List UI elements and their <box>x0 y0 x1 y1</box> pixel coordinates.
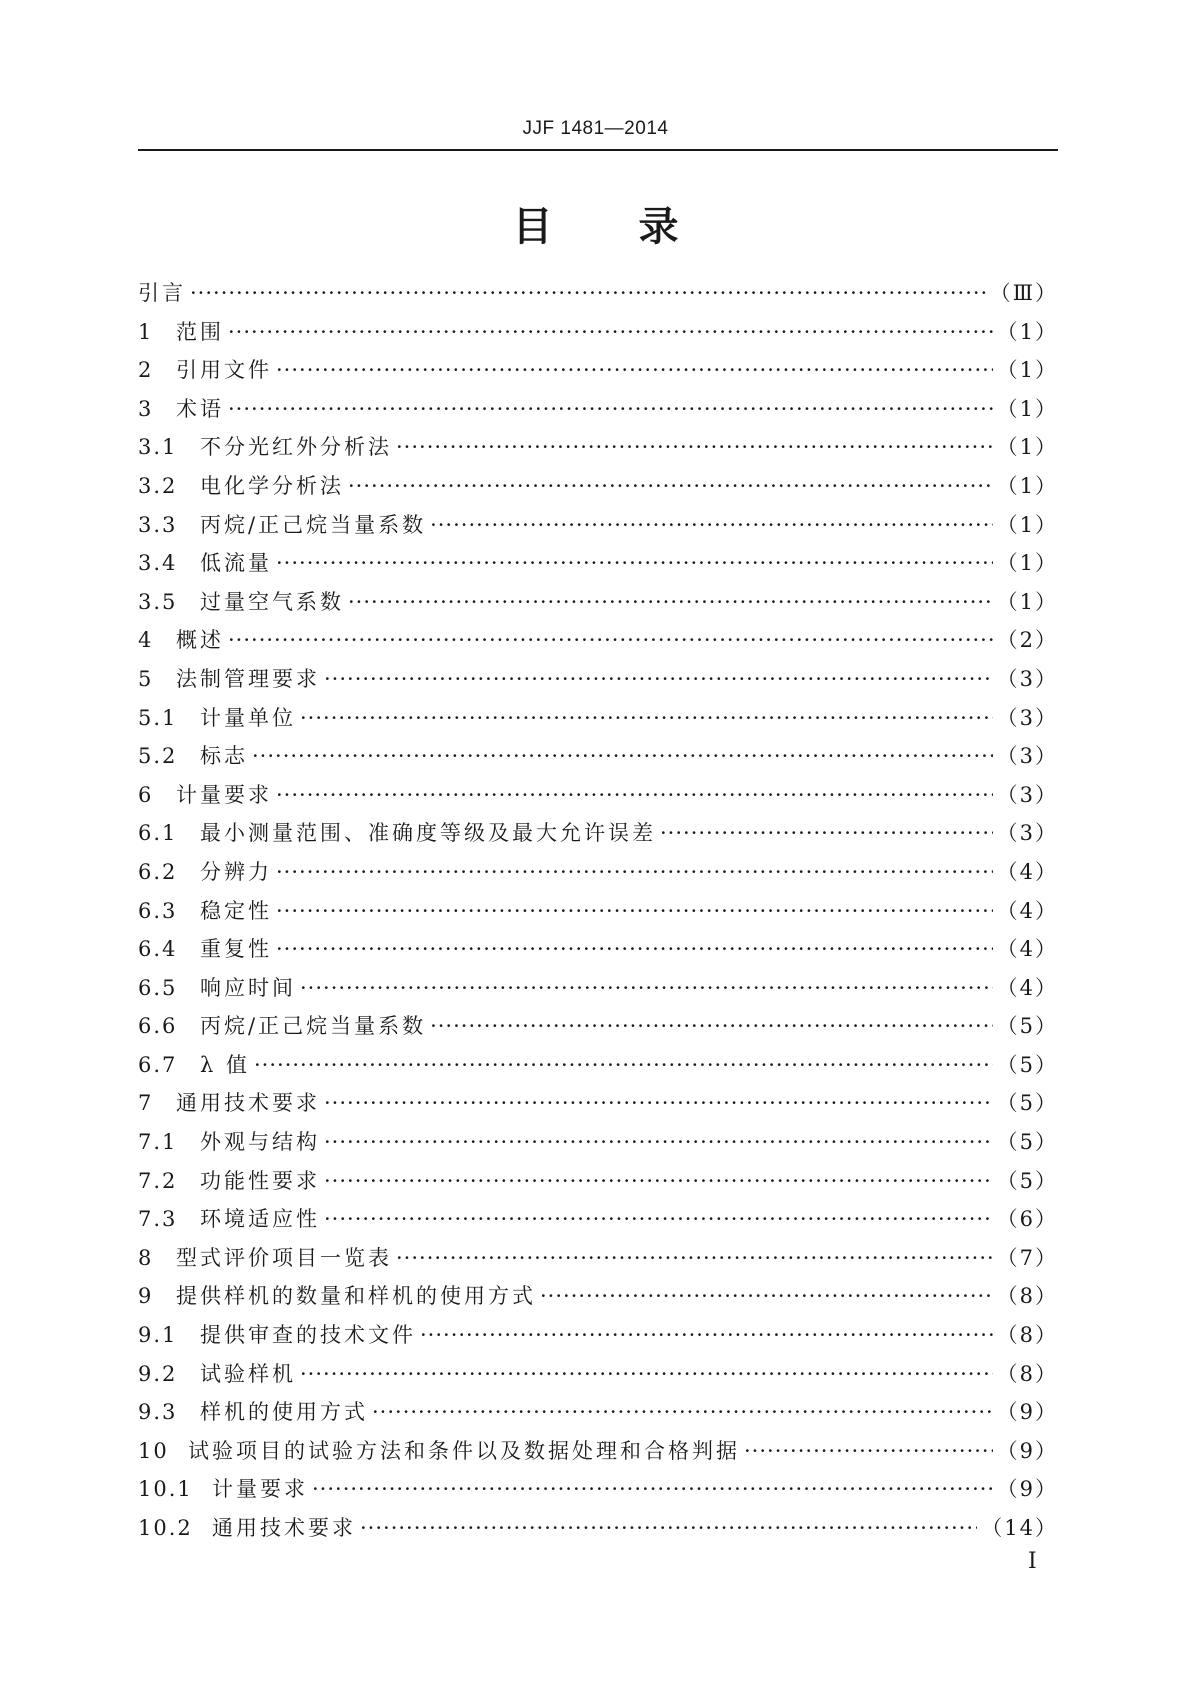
toc-entry[interactable] <box>138 393 1058 432</box>
toc-entry[interactable] <box>138 1165 1058 1204</box>
toc-entry-title: 响应时间 <box>200 975 296 1000</box>
toc-dot-leader <box>300 976 993 1000</box>
toc-entry-page: （9） <box>996 1477 1058 1502</box>
running-header: JJF 1481—2014 <box>522 118 669 139</box>
toc-entry-title: 丙烷/正己烷当量系数 <box>200 512 427 537</box>
toc-dot-leader <box>190 281 986 305</box>
toc-entry[interactable] <box>138 1473 1058 1512</box>
toc-entry[interactable] <box>138 817 1058 856</box>
toc-entry-page: （7） <box>996 1245 1058 1270</box>
toc-entry-number: 3 <box>138 396 154 421</box>
toc-entry-number: 6 <box>138 782 154 807</box>
toc-entry[interactable] <box>138 1010 1058 1049</box>
toc-entry-number: 6.5 <box>138 975 178 1000</box>
toc-entry-page: （8） <box>996 1361 1058 1386</box>
toc-dot-leader <box>744 1439 993 1463</box>
toc-entry-page: （4） <box>996 937 1058 962</box>
toc-entry-title: 计量要求 <box>176 782 272 807</box>
toc-dot-leader <box>312 1477 993 1501</box>
toc-entry[interactable] <box>138 1126 1058 1165</box>
toc-entry-page: （4） <box>996 859 1058 884</box>
toc-entry-page: （5） <box>996 1168 1058 1193</box>
toc-entry-number: 6.4 <box>138 937 178 962</box>
toc-entry-page: （4） <box>996 898 1058 923</box>
toc-entry[interactable] <box>138 663 1058 702</box>
toc-dot-leader <box>540 1284 993 1308</box>
toc-entry-page: （8） <box>996 1284 1058 1309</box>
toc-entry-page: （3） <box>996 666 1058 691</box>
toc-entry-title: 引用文件 <box>176 358 272 383</box>
toc-entry[interactable] <box>138 972 1058 1011</box>
toc-entry-number: 3.3 <box>138 512 178 537</box>
toc-entry-page: （1） <box>996 358 1058 383</box>
toc-entry-title: 范围 <box>176 319 224 344</box>
toc-entry-page: （5） <box>996 1052 1058 1077</box>
toc-dot-leader <box>276 551 993 575</box>
toc-entry[interactable] <box>138 1435 1058 1474</box>
toc-entry-title: 过量空气系数 <box>200 589 344 614</box>
toc-entry-number: 7.2 <box>138 1168 178 1193</box>
toc-dot-leader <box>276 860 993 884</box>
toc-entry-title: 标志 <box>200 744 248 769</box>
toc-entry-title: 提供审查的技术文件 <box>200 1323 416 1348</box>
toc-entry[interactable] <box>138 354 1058 393</box>
header-rule <box>138 149 1058 151</box>
toc-dot-leader <box>228 397 993 421</box>
toc-entry-number: 6.6 <box>138 1014 178 1039</box>
toc-entry-number: 9.1 <box>138 1323 178 1348</box>
toc-dot-leader <box>276 783 993 807</box>
toc-dot-leader <box>430 1014 993 1038</box>
toc-entry-number: 9.3 <box>138 1400 178 1425</box>
toc-entry-title: 样机的使用方式 <box>200 1400 368 1425</box>
toc-entry-title: 功能性要求 <box>200 1168 320 1193</box>
toc-entry-page: （1） <box>996 396 1058 421</box>
toc-entry-number: 2 <box>138 358 154 383</box>
toc-dot-leader <box>254 1053 993 1077</box>
page-title: 目 录 <box>512 204 679 250</box>
toc-entry-page: （3） <box>996 744 1058 769</box>
toc-entry-title: 提供样机的数量和样机的使用方式 <box>176 1284 536 1309</box>
toc-entry[interactable] <box>138 586 1058 625</box>
toc-entry-title: 环境适应性 <box>200 1207 320 1232</box>
toc-entry-title: 丙烷/正己烷当量系数 <box>200 1014 427 1039</box>
toc-entry-page: （9） <box>996 1438 1058 1463</box>
toc-entry-page: （8） <box>996 1323 1058 1348</box>
toc-entry-number: 3.4 <box>138 551 178 576</box>
toc-entry[interactable] <box>138 1358 1058 1397</box>
toc-entry-page: （5） <box>996 1091 1058 1116</box>
toc-entry[interactable] <box>138 624 1058 663</box>
toc-dot-leader <box>300 1362 993 1386</box>
toc-entry-number: 3.1 <box>138 435 178 460</box>
toc-entry-number: 5 <box>138 666 154 691</box>
toc-dot-leader <box>252 744 993 768</box>
toc-entry-page: （14） <box>981 1516 1058 1540</box>
toc-dot-leader <box>324 1169 993 1193</box>
toc-entry-number: 6.1 <box>138 821 178 846</box>
toc-entry-number: 5.2 <box>138 744 178 769</box>
toc-entry-title: 引言 <box>138 281 186 305</box>
toc-entry-title: λ 值 <box>200 1052 250 1077</box>
toc-entry-page: （1） <box>996 435 1058 460</box>
toc-entry-title: 重复性 <box>200 937 272 962</box>
toc-entry-number: 3.5 <box>138 589 178 614</box>
toc-entry-title: 通用技术要求 <box>212 1516 356 1540</box>
toc-dot-leader <box>276 358 993 382</box>
toc-entry[interactable] <box>138 1049 1058 1088</box>
toc-entry-number: 1 <box>138 319 154 344</box>
toc-dot-leader <box>348 590 993 614</box>
toc-entry-number: 5.1 <box>138 705 178 730</box>
toc-dot-leader <box>372 1400 993 1424</box>
toc-entry[interactable] <box>138 470 1058 509</box>
toc-dot-leader <box>228 320 993 344</box>
toc-dot-leader <box>276 899 993 923</box>
toc-entry-number: 8 <box>138 1245 154 1270</box>
toc-entry-number: 9 <box>138 1284 154 1309</box>
toc-entry-title: 分辨力 <box>200 859 272 884</box>
toc-entry[interactable] <box>138 702 1058 741</box>
toc-entry-page: （1） <box>996 319 1058 344</box>
toc-entry-page: （3） <box>996 782 1058 807</box>
toc-entry[interactable] <box>138 1087 1058 1126</box>
table-of-contents <box>138 277 1058 1551</box>
toc-entry[interactable] <box>138 1242 1058 1281</box>
toc-entry[interactable] <box>138 1203 1058 1242</box>
toc-entry-number: 3.2 <box>138 473 178 498</box>
toc-entry-page: （2） <box>996 628 1058 653</box>
page-number: Ⅰ <box>1028 1549 1037 1574</box>
toc-entry-title: 外观与结构 <box>200 1130 320 1155</box>
toc-entry-number: 10.1 <box>138 1477 193 1502</box>
toc-entry-title: 计量单位 <box>200 705 296 730</box>
toc-entry-title: 法制管理要求 <box>176 666 320 691</box>
toc-entry-number: 10.2 <box>138 1516 193 1540</box>
toc-entry[interactable] <box>138 1280 1058 1319</box>
toc-entry-title: 型式评价项目一览表 <box>176 1245 392 1270</box>
toc-entry[interactable] <box>138 933 1058 972</box>
toc-entry[interactable] <box>138 779 1058 818</box>
toc-entry[interactable] <box>138 509 1058 548</box>
toc-entry-page: （1） <box>996 473 1058 498</box>
toc-entry-title: 最小测量范围、准确度等级及最大允许误差 <box>200 821 656 846</box>
toc-entry-title: 稳定性 <box>200 898 272 923</box>
toc-entry-title: 试验样机 <box>200 1361 296 1386</box>
toc-entry-number: 6.2 <box>138 859 178 884</box>
toc-dot-leader <box>324 1207 993 1231</box>
toc-entry[interactable] <box>138 316 1058 355</box>
toc-entry-number: 7.3 <box>138 1207 178 1232</box>
toc-entry-page: （5） <box>996 1014 1058 1039</box>
toc-entry-title: 计量要求 <box>212 1477 308 1502</box>
toc-entry-page: （1） <box>996 551 1058 576</box>
toc-entry[interactable] <box>138 895 1058 934</box>
toc-entry[interactable] <box>138 277 1058 316</box>
toc-dot-leader <box>396 435 993 459</box>
toc-entry-number: 7 <box>138 1091 154 1116</box>
toc-dot-leader <box>430 513 993 537</box>
toc-dot-leader <box>660 821 993 845</box>
toc-dot-leader <box>360 1516 977 1540</box>
toc-entry-page: （3） <box>996 821 1058 846</box>
toc-entry-title: 通用技术要求 <box>176 1091 320 1116</box>
toc-entry-title: 术语 <box>176 396 224 421</box>
toc-entry[interactable] <box>138 740 1058 779</box>
toc-entry-number: 6.3 <box>138 898 178 923</box>
toc-dot-leader <box>420 1323 993 1347</box>
toc-entry-page: （3） <box>996 705 1058 730</box>
toc-entry[interactable] <box>138 1319 1058 1358</box>
toc-entry[interactable] <box>138 1512 1058 1551</box>
toc-entry-number: 9.2 <box>138 1361 178 1386</box>
toc-dot-leader <box>348 474 993 498</box>
toc-dot-leader <box>324 1091 993 1115</box>
toc-dot-leader <box>276 937 993 961</box>
toc-entry-title: 低流量 <box>200 551 272 576</box>
toc-entry[interactable] <box>138 856 1058 895</box>
toc-dot-leader <box>300 706 993 730</box>
toc-entry-page: （6） <box>996 1207 1058 1232</box>
toc-dot-leader <box>324 667 993 691</box>
toc-entry[interactable] <box>138 547 1058 586</box>
toc-entry[interactable] <box>138 1396 1058 1435</box>
toc-entry[interactable] <box>138 431 1058 470</box>
toc-entry-number: 7.1 <box>138 1130 178 1155</box>
toc-entry-page: （4） <box>996 975 1058 1000</box>
toc-entry-number: 4 <box>138 628 154 653</box>
toc-entry-page: （Ⅲ） <box>989 281 1058 305</box>
toc-entry-page: （5） <box>996 1130 1058 1155</box>
toc-entry-title: 不分光红外分析法 <box>200 435 392 460</box>
toc-entry-title: 电化学分析法 <box>200 473 344 498</box>
toc-entry-title: 试验项目的试验方法和条件以及数据处理和合格判据 <box>188 1438 740 1463</box>
toc-entry-page: （1） <box>996 589 1058 614</box>
toc-dot-leader <box>324 1130 993 1154</box>
toc-entry-number: 6.7 <box>138 1052 178 1077</box>
toc-entry-page: （1） <box>996 512 1058 537</box>
toc-dot-leader <box>396 1246 993 1270</box>
toc-entry-page: （9） <box>996 1400 1058 1425</box>
toc-entry-title: 概述 <box>176 628 224 653</box>
toc-entry-number: 10 <box>138 1438 169 1463</box>
toc-dot-leader <box>228 628 993 652</box>
